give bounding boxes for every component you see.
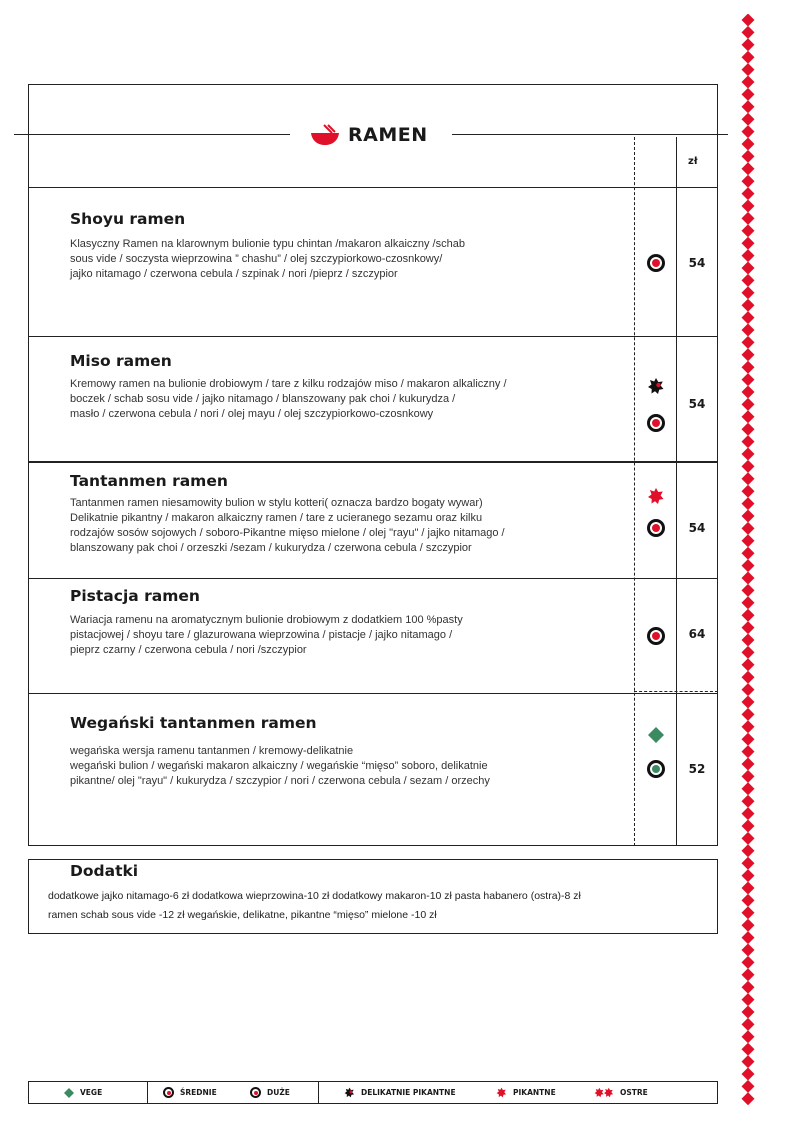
item-desc-tantanmen: Tantanmen ramen niesamowity bulion w stylu kotteri( oznacza bardzo bogaty wywar) Delikatnie pikantny / makaron alkaiczny ramen / tare z ucieranego sezamu oraz kilku rodzajów sosów sojowych / soboro-Pikantne mięso mielone / olej "rayu" / jajko nitamago / blanszowany pak choi / orzeszki /sezam / kukurydza / czerwona cebula / szczypior [70, 497, 505, 554]
diamond-ornament [742, 968, 755, 981]
mild-spicy-icon [344, 1087, 355, 1098]
diamond-ornament [742, 906, 755, 919]
diamond-ornament [742, 832, 755, 845]
medium-size-icon [647, 760, 665, 778]
item-desc-vegan-tantanmen: wegańska wersja ramenu tantanmen / kremowy-delikatnie wegański bulion / wegański makaron alkaiczny / wegańskie “mięso” soboro, delikatnie pikantne/ olej "rayu" / kukurydza / szczypior / nori / czerwona cebula / sezam / orzechy [70, 745, 490, 787]
diamond-ornament [742, 51, 755, 64]
diamond-ornament [742, 1055, 755, 1068]
legend-mild-spicy: DELIKATNIE PIKANTNE [344, 1084, 456, 1101]
vege-icon [647, 726, 665, 744]
diamond-ornament [742, 944, 755, 957]
vege-icon [64, 1088, 74, 1098]
legend-hot: OSTRE [594, 1084, 648, 1101]
diamond-ornament [742, 708, 755, 721]
addons-line-1: dodatkowe jajko nitamago-6 zł dodatkowa wieprzowina-10 zł dodatkowy makaron-10 zł pasta habanero (ostra)-8 zł [48, 890, 581, 902]
diamond-ornament [742, 807, 755, 820]
dashed-divider [634, 691, 718, 692]
price-column-header: zł [688, 156, 698, 167]
row-divider [28, 693, 718, 694]
legend-large: DUŻE [250, 1084, 290, 1101]
diamond-ornament [742, 200, 755, 213]
page-title: RAMEN [348, 124, 428, 146]
diamond-ornament [742, 448, 755, 461]
diamond-ornament [742, 981, 755, 994]
row-divider [28, 336, 718, 337]
diamond-ornament [742, 956, 755, 969]
diamond-ornament [742, 758, 755, 771]
decorative-diamond-border [741, 14, 755, 1110]
diamond-ornament [742, 410, 755, 423]
diamond-ornament [742, 609, 755, 622]
diamond-ornament [742, 299, 755, 312]
diamond-ornament [742, 919, 755, 932]
diamond-ornament [742, 336, 755, 349]
diamond-ornament [742, 398, 755, 411]
diamond-ornament [742, 460, 755, 473]
diamond-ornament [742, 125, 755, 138]
diamond-ornament [742, 1006, 755, 1019]
item-desc-miso: Kremowy ramen na bulionie drobiowym / tare z kilku rodzajów miso / makaron alkaliczny / boczek / schab sosu vide / jajko nitamago / blanszowany pak choi / kukurydza / masło / czerwona cebula / nori / olej mayu / olej szczypiorkowo-czosnkowy [70, 378, 507, 420]
diamond-ornament [742, 100, 755, 113]
diamond-ornament [742, 658, 755, 671]
item-price-vegan-tantanmen: 52 [688, 762, 706, 776]
diamond-ornament [742, 324, 755, 337]
diamond-ornament [742, 224, 755, 237]
diamond-ornament [742, 510, 755, 523]
diamond-ornament [742, 572, 755, 585]
diamond-ornament [742, 187, 755, 200]
item-name-tantanmen: Tantanmen ramen [70, 472, 228, 490]
diamond-ornament [742, 534, 755, 547]
item-price-miso: 54 [688, 397, 706, 411]
legend-vege: VEGE [64, 1084, 102, 1101]
diamond-ornament [742, 547, 755, 560]
diamond-ornament [742, 88, 755, 101]
diamond-ornament [742, 361, 755, 374]
diamond-ornament [742, 882, 755, 895]
diamond-ornament [742, 26, 755, 39]
ramen-bowl-icon [310, 124, 340, 146]
diamond-ornament [742, 1080, 755, 1093]
diamond-ornament [742, 782, 755, 795]
large-size-icon [647, 519, 665, 537]
diamond-ornament [742, 76, 755, 89]
diamond-ornament [742, 733, 755, 746]
title-rule-left [14, 134, 290, 135]
diamond-ornament [742, 1018, 755, 1031]
large-size-icon [647, 414, 665, 432]
diamond-ornament [742, 770, 755, 783]
diamond-ornament [742, 584, 755, 597]
diamond-ornament [742, 237, 755, 250]
diamond-ornament [742, 249, 755, 262]
diamond-ornament [742, 596, 755, 609]
large-size-icon [647, 254, 665, 272]
diamond-ornament [742, 820, 755, 833]
title-rule-right [452, 134, 728, 135]
large-size-icon [647, 627, 665, 645]
diamond-ornament [742, 1043, 755, 1056]
diamond-ornament [742, 286, 755, 299]
diamond-ornament [742, 696, 755, 709]
item-desc-pistacja: Wariacja ramenu na aromatycznym bulionie drobiowym z dodatkiem 100 %pasty pistacjowej / shoyu tare / glazurowana wieprzowina / pistacje / jajko nitamago / pieprz czarny / czerwona cebula / nori /szczypior [70, 614, 463, 656]
diamond-ornament [742, 262, 755, 275]
legend-spicy: PIKANTNE [496, 1084, 556, 1101]
item-price-shoyu: 54 [688, 256, 706, 270]
diamond-ornament [742, 857, 755, 870]
legend-separator [318, 1081, 319, 1104]
legend-separator [147, 1081, 148, 1104]
item-desc-shoyu: Klasyczny Ramen na klarownym bulionie typu chintan /makaron alkaiczny /schab sous vide / soczysta wieprzowina ” chashu” / olej szczypiorkowo-czosnkowy/ jajko nitamago / czerwona cebula / szpinak / nori /pieprz / szczypior [70, 238, 465, 280]
addons-title: Dodatki [70, 862, 139, 880]
diamond-ornament [742, 348, 755, 361]
hot-icon [594, 1087, 614, 1098]
item-price-pistacja: 64 [688, 627, 706, 641]
diamond-ornament [742, 720, 755, 733]
diamond-ornament [742, 869, 755, 882]
diamond-ornament [742, 274, 755, 287]
diamond-ornament [742, 386, 755, 399]
diamond-ornament [742, 373, 755, 386]
diamond-ornament [742, 497, 755, 510]
large-size-icon [250, 1087, 261, 1098]
diamond-ornament [742, 671, 755, 684]
diamond-ornament [742, 14, 755, 27]
mild-spicy-icon [647, 377, 665, 395]
diamond-ornament [742, 63, 755, 76]
row-divider [28, 187, 718, 188]
diamond-ornament [742, 175, 755, 188]
diamond-ornament [742, 894, 755, 907]
price-column-divider [676, 137, 677, 846]
diamond-ornament [742, 311, 755, 324]
row-divider [28, 578, 718, 579]
item-name-shoyu: Shoyu ramen [70, 210, 186, 228]
diamond-ornament [742, 522, 755, 535]
diamond-ornament [742, 38, 755, 51]
diamond-ornament [742, 993, 755, 1006]
diamond-ornament [742, 472, 755, 485]
diamond-ornament [742, 745, 755, 758]
diamond-ornament [742, 113, 755, 126]
diamond-ornament [742, 559, 755, 572]
icon-column-divider [634, 137, 635, 846]
diamond-ornament [742, 1068, 755, 1081]
diamond-ornament [742, 646, 755, 659]
diamond-ornament [742, 435, 755, 448]
legend-medium: ŚREDNIE [163, 1084, 217, 1101]
diamond-ornament [742, 485, 755, 498]
diamond-ornament [742, 795, 755, 808]
medium-size-icon [163, 1087, 174, 1098]
diamond-ornament [742, 1030, 755, 1043]
section-title [310, 122, 428, 148]
diamond-ornament [742, 138, 755, 151]
diamond-ornament [742, 634, 755, 647]
diamond-ornament [742, 844, 755, 857]
diamond-ornament [742, 683, 755, 696]
item-name-miso: Miso ramen [70, 352, 172, 370]
diamond-ornament [742, 423, 755, 436]
diamond-ornament [742, 162, 755, 175]
spicy-icon [496, 1087, 507, 1098]
diamond-ornament [742, 212, 755, 225]
row-divider [28, 461, 718, 463]
diamond-ornament [742, 1092, 755, 1105]
diamond-ornament [742, 931, 755, 944]
diamond-ornament [742, 150, 755, 163]
item-name-vegan-tantanmen: Wegański tantanmen ramen [70, 714, 317, 732]
item-price-tantanmen: 54 [688, 521, 706, 535]
addons-line-2: ramen schab sous vide -12 zł wegańskie, delikatne, pikantne “mięso” mielone -10 zł [48, 909, 437, 921]
item-name-pistacja: Pistacja ramen [70, 587, 200, 605]
spicy-icon [647, 487, 665, 505]
diamond-ornament [742, 621, 755, 634]
